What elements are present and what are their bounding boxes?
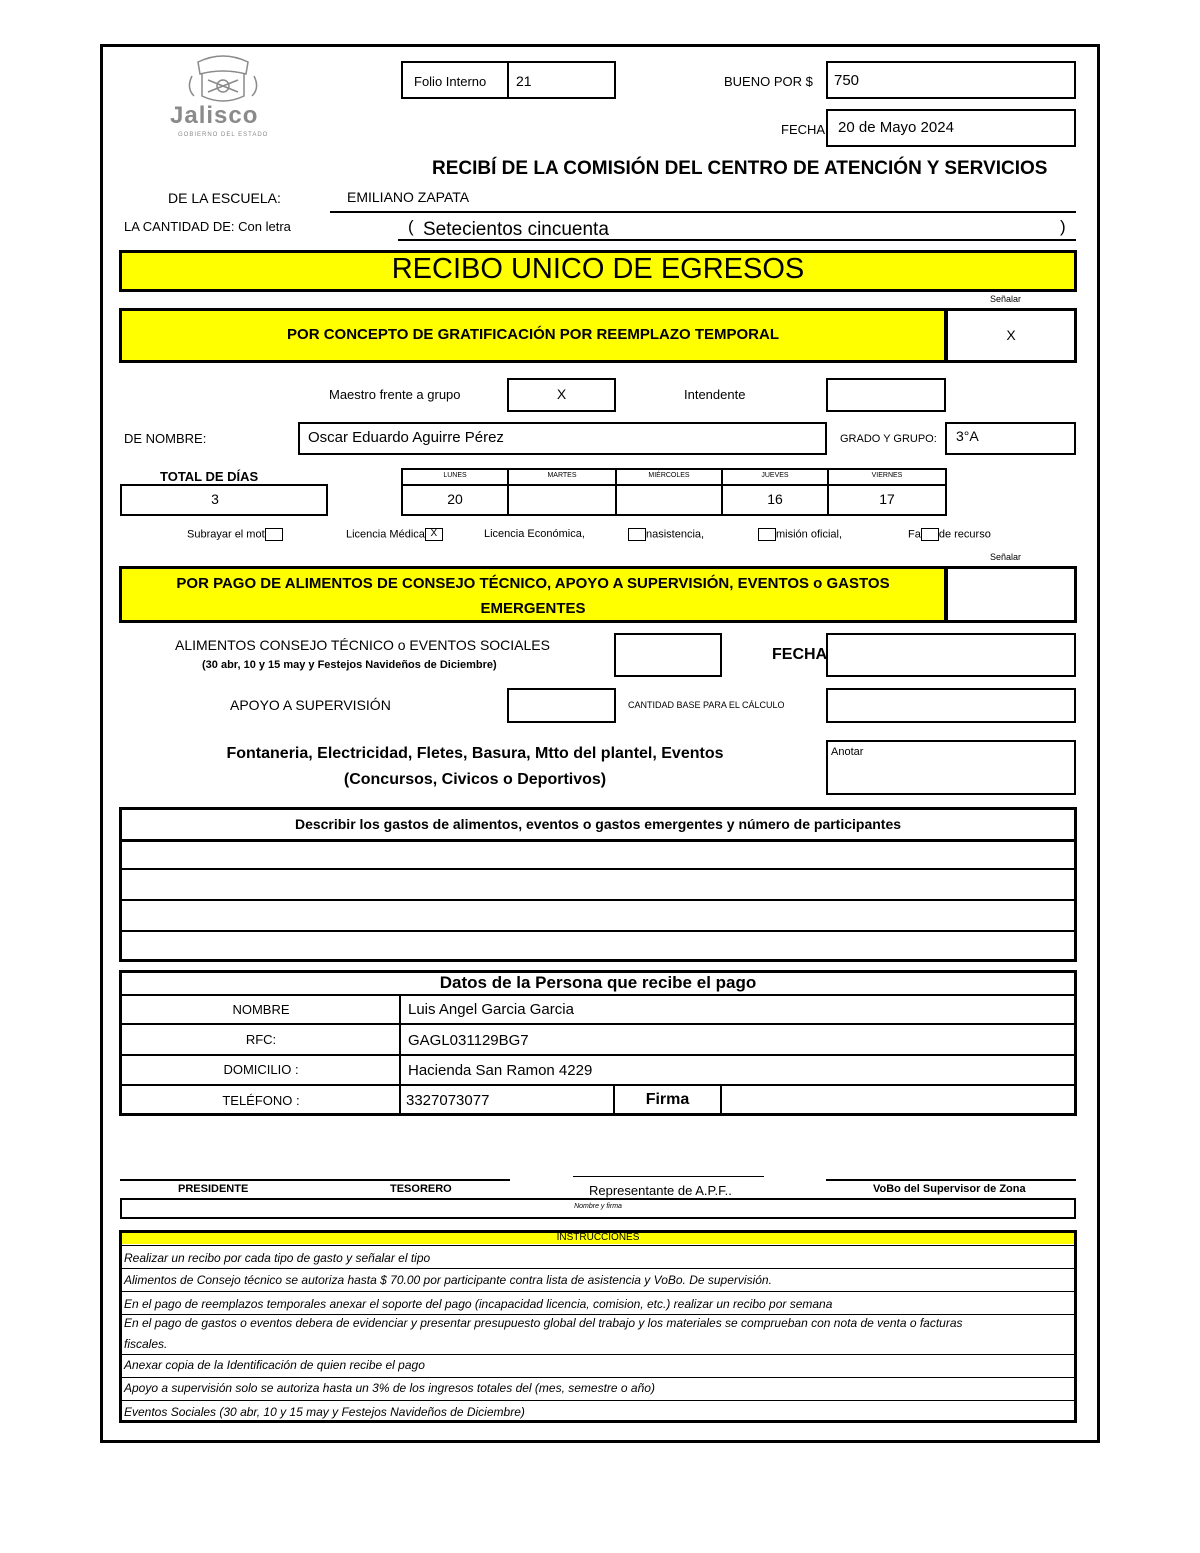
cantidad-base-label: CANTIDAD BASE PARA EL CÁLCULO	[628, 700, 785, 710]
gastos-line1: Fontaneria, Electricidad, Fletes, Basura, Mtto del plantel, Eventos	[226, 745, 724, 762]
nombre-label: DE NOMBRE:	[124, 431, 207, 446]
instrucciones-row-line	[120, 1314, 1076, 1315]
intendente-checkbox[interactable]	[826, 378, 946, 412]
day-name: JUEVES	[761, 472, 789, 479]
section2-fecha-field[interactable]	[826, 633, 1076, 677]
folio-label: Folio Interno	[414, 74, 487, 89]
persona-row-line	[120, 1023, 1076, 1025]
cantidad-value: Setecientos cincuenta	[423, 219, 609, 240]
instrucciones-row-line	[120, 1354, 1076, 1355]
persona-row-line	[120, 994, 1076, 996]
logo-subtitle: GOBIERNO DEL ESTADO	[178, 132, 269, 138]
grado-value: 3°A	[956, 428, 979, 444]
cantidad-base-field[interactable]	[826, 688, 1076, 723]
instrucciones-row-line	[120, 1245, 1076, 1246]
describir-row-4[interactable]	[122, 932, 1074, 960]
motivo-subrayar-checkbox[interactable]	[265, 528, 283, 541]
fecha-value: 20 de Mayo 2024	[838, 119, 954, 136]
gastos-line2: (Concursos, Civicos o Deportivos)	[343, 771, 607, 788]
instrucciones-row-line	[120, 1268, 1076, 1269]
day-name: MARTES	[547, 472, 577, 479]
bueno-field[interactable]	[826, 61, 1076, 99]
nombre-firma-label: Nombre y firma	[574, 1203, 622, 1210]
concept-reemplazo-mark: X	[1006, 327, 1016, 343]
escuela-value: EMILIANO ZAPATA	[347, 189, 470, 205]
day-name: LUNES	[443, 472, 467, 479]
section2-fecha-label: FECHA	[772, 646, 828, 663]
grado-label: GRADO Y GRUPO:	[840, 433, 937, 445]
escuela-underline	[330, 211, 1076, 213]
anotar-field[interactable]	[826, 740, 1076, 795]
alimentos-label: ALIMENTOS CONSEJO TÉCNICO o EVENTOS SOCIALES	[175, 637, 550, 653]
motivo-licencia-medica-checkbox[interactable]: X	[425, 528, 443, 541]
instruccion-item: Alimentos de Consejo técnico se autoriza hasta $ 70.00 por participante contra lista de asistencia y VoBo. De supervisión.	[124, 1273, 772, 1287]
motivo-inasistencia-label: nasistencia,	[646, 528, 705, 541]
bueno-value: 750	[834, 72, 860, 89]
cantidad-close-paren: )	[1060, 217, 1066, 236]
firma-col-divider	[720, 1084, 722, 1115]
day-value: 16	[767, 491, 783, 507]
total-dias-value: 3	[211, 491, 219, 507]
persona-rfc-label: RFC:	[245, 1032, 277, 1047]
vobo-sign-line	[826, 1179, 1076, 1181]
motivo-inasistencia-checkbox[interactable]	[628, 528, 646, 541]
apoyo-label: APOYO A SUPERVISIÓN	[230, 697, 391, 713]
persona-domicilio-value[interactable]: Hacienda San Ramon 4229	[408, 1062, 593, 1079]
alimentos-field[interactable]	[614, 633, 722, 677]
motivo-inasistencia	[628, 528, 704, 541]
instrucciones-row-line	[120, 1377, 1076, 1378]
jalisco-logo	[168, 52, 278, 142]
motivo-falta-label-a: Fa	[908, 528, 921, 541]
tesorero-label: TESORERO	[390, 1183, 452, 1195]
describir-row-1[interactable]	[122, 842, 1074, 868]
total-dias-label: TOTAL DE DÍAS	[160, 469, 259, 484]
motivo-licencia-economica	[484, 528, 585, 540]
senalar-label-1: Señalar	[990, 294, 1022, 304]
firma-label: Firma	[645, 1091, 690, 1108]
nombre-value: Oscar Eduardo Aguirre Pérez	[308, 429, 504, 446]
representante-sign-line	[573, 1176, 764, 1177]
presidente-label: PRESIDENTE	[178, 1183, 249, 1195]
receipt-title: RECIBÍ DE LA COMISIÓN DEL CENTRO DE ATENCIÓN Y SERVICIOS	[432, 158, 1048, 179]
bueno-label: BUENO POR $	[724, 74, 813, 89]
motivo-comision	[758, 528, 842, 541]
motivo-subrayar-label: Subrayar el mot	[187, 528, 265, 541]
day-value: 20	[447, 491, 463, 507]
motivo-comision-checkbox[interactable]	[758, 528, 776, 541]
banner-title: RECIBO UNICO DE EGRESOS	[391, 253, 805, 285]
motivo-licencia-economica-label: Licencia Económica,	[484, 528, 585, 540]
concept-alimentos-mark-box[interactable]	[945, 566, 1077, 623]
day-name: MIÉRCOLES	[648, 472, 690, 479]
instruccion-item: fiscales.	[124, 1337, 168, 1351]
representante-label: Representante de A.P.F..	[589, 1183, 732, 1198]
persona-rfc-value[interactable]: GAGL031129BG7	[408, 1032, 529, 1049]
motivo-falta-label-b: de recurso	[938, 528, 991, 541]
day-name: VIERNES	[871, 472, 903, 479]
vobo-label: VoBo del Supervisor de Zona	[873, 1183, 1026, 1195]
intendente-label: Intendente	[684, 387, 746, 402]
instruccion-item: Realizar un recibo por cada tipo de gasto y señalar el tipo	[124, 1251, 431, 1265]
alimentos-sub: (30 abr, 10 y 15 may y Festejos Navideños de Diciembre)	[202, 659, 497, 671]
concept-reemplazo: POR CONCEPTO DE GRATIFICACIÓN POR REEMPLAZO TEMPORAL	[287, 326, 779, 343]
instruccion-item: Apoyo a supervisión solo se autoriza hasta un 3% de los ingresos totales del (mes, semestre o año)	[124, 1381, 655, 1395]
motivo-falta-checkbox[interactable]	[921, 528, 939, 541]
maestro-label: Maestro frente a grupo	[329, 387, 461, 402]
anotar-label: Anotar	[831, 746, 864, 758]
persona-telefono-value[interactable]: 3327073077	[406, 1092, 490, 1109]
persona-nombre-value[interactable]: Luis Angel Garcia Garcia	[408, 1001, 574, 1018]
persona-domicilio-label: DOMICILIO :	[223, 1062, 299, 1077]
instruccion-item: En el pago de reemplazos temporales anexar el soporte del pago (incapacidad licencia, comision, etc.) realizar un recibo por semana	[124, 1297, 833, 1311]
instrucciones-row-line	[120, 1291, 1076, 1292]
senalar-label-2: Señalar	[990, 552, 1022, 562]
fecha-label: FECHA	[781, 122, 826, 137]
motivo-falta	[908, 528, 991, 541]
day-field-martes[interactable]	[507, 484, 617, 516]
motivo-licencia-medica	[346, 528, 443, 541]
motivo-licencia-medica-label: Licencia Médica	[346, 528, 425, 541]
motivo-comision-label: misión oficial,	[776, 528, 843, 541]
cantidad-label: LA CANTIDAD DE: Con letra	[124, 219, 291, 234]
logo-name: Jalisco	[170, 102, 259, 129]
instrucciones-title: INSTRUCCIONES	[556, 1232, 640, 1243]
describir-header: Describir los gastos de alimentos, eventos o gastos emergentes y número de participantes	[294, 816, 902, 832]
presidente-sign-line	[120, 1179, 510, 1181]
cantidad-open-paren: (	[408, 217, 414, 236]
describir-row-2[interactable]	[122, 870, 1074, 898]
motivo-subrayar	[187, 528, 283, 541]
apoyo-field[interactable]	[507, 688, 616, 723]
instruccion-item: En el pago de gastos o eventos debera de evidenciar y presentar presupuesto global del trabajo y los materiales se comprueban con nota de venta o facturas	[124, 1316, 963, 1330]
persona-telefono-label: TELÉFONO :	[222, 1093, 300, 1108]
instrucciones-row-line	[120, 1400, 1076, 1401]
describir-row-3[interactable]	[122, 901, 1074, 929]
persona-nombre-label: NOMBRE	[232, 1002, 290, 1017]
concept-alimentos: POR PAGO DE ALIMENTOS DE CONSEJO TÉCNICO, APOYO A SUPERVISIÓN, EVENTOS o GASTOS EMERGENTES	[176, 575, 890, 617]
persona-title: Datos de la Persona que recibe el pago	[439, 973, 757, 992]
maestro-mark: X	[556, 386, 567, 402]
cantidad-underline	[398, 239, 1076, 241]
day-field-miercoles[interactable]	[615, 484, 723, 516]
instruccion-item: Eventos Sociales (30 abr, 10 y 15 may y Festejos Navideños de Diciembre)	[124, 1405, 525, 1419]
escuela-label: DE LA ESCUELA:	[168, 190, 281, 206]
persona-row-line	[120, 1084, 1076, 1086]
instruccion-item: Anexar copia de la Identificación de quien recibe el pago	[124, 1358, 425, 1372]
folio-value: 21	[516, 73, 532, 89]
firma-field[interactable]	[723, 1087, 1074, 1114]
persona-row-line	[120, 1054, 1076, 1056]
day-value: 17	[879, 491, 895, 507]
